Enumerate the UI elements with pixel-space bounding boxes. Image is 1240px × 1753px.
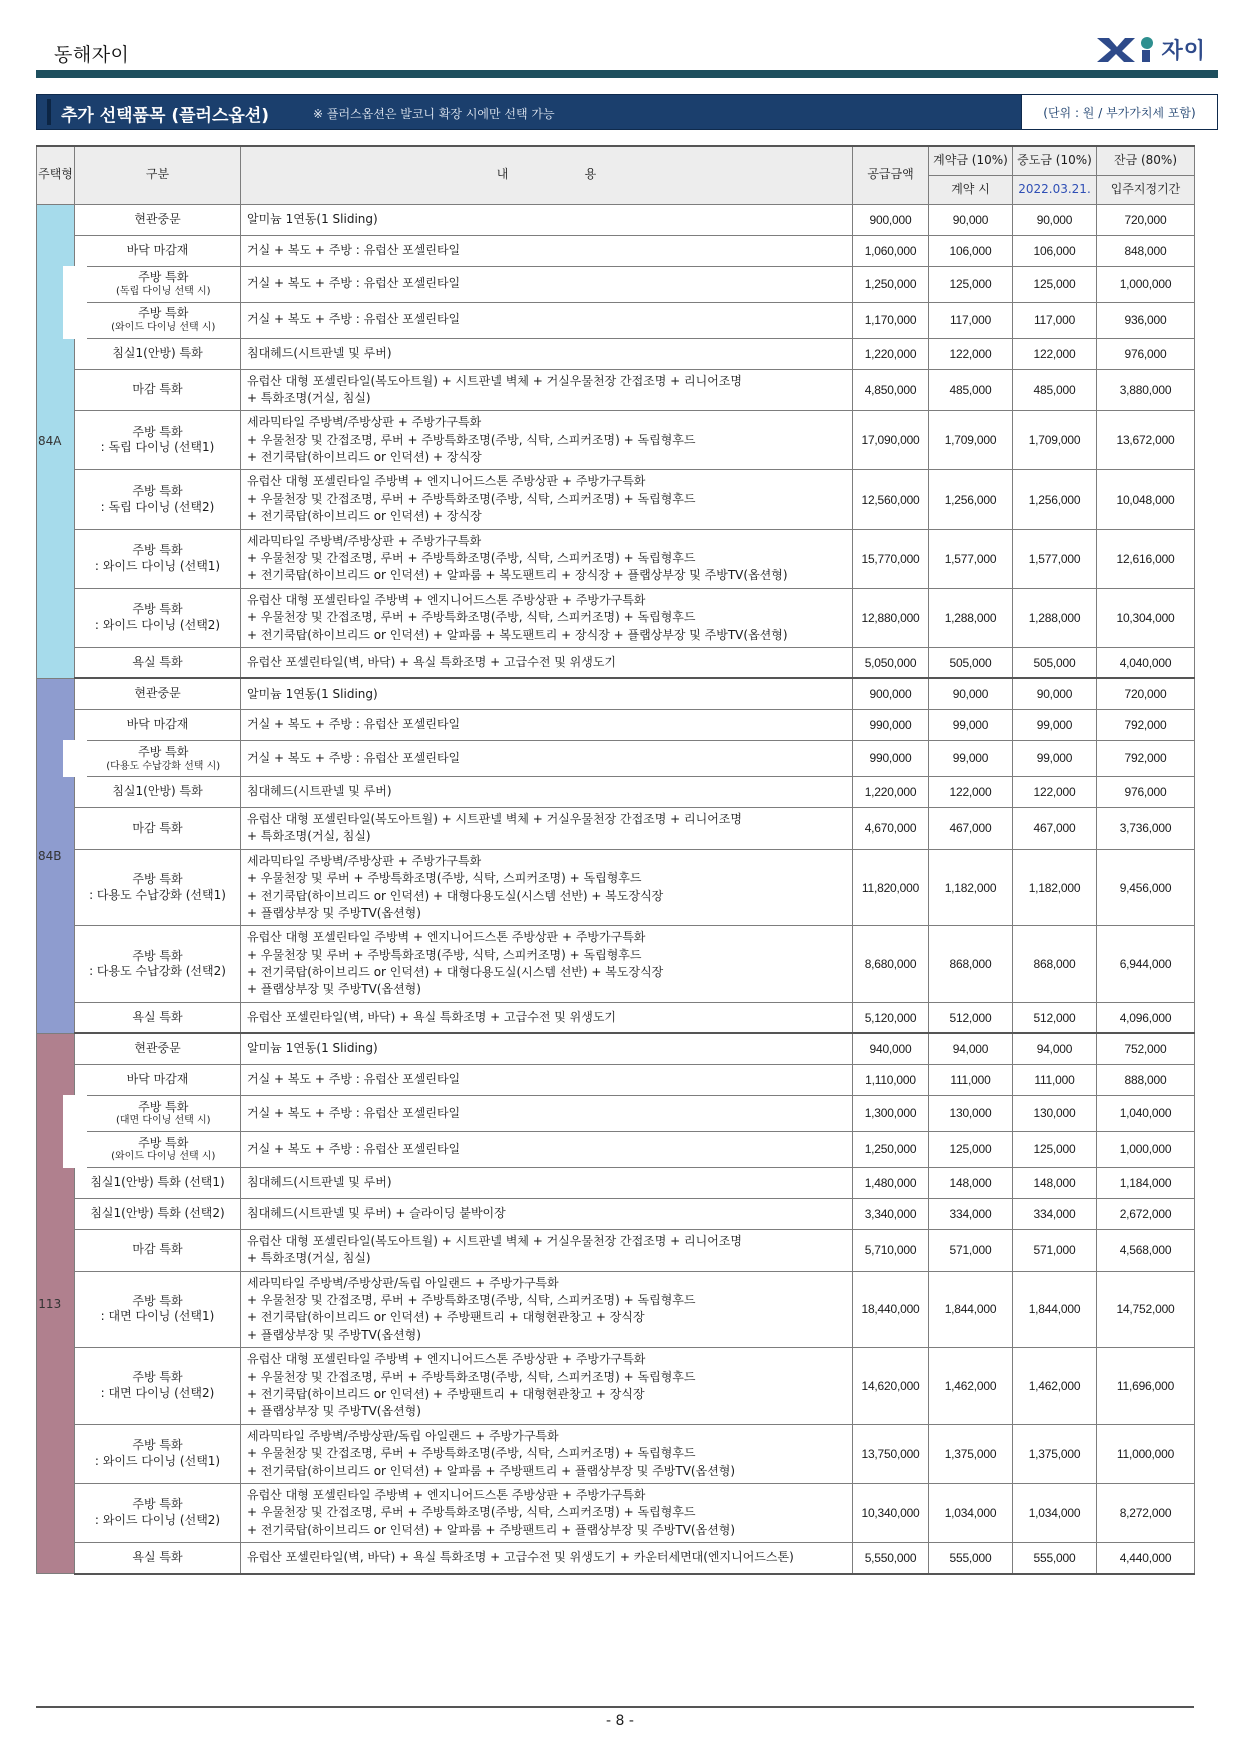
deposit-cell: 90,000 xyxy=(929,678,1013,709)
interim-cell: 125,000 xyxy=(1013,266,1097,302)
interim-cell: 90,000 xyxy=(1013,678,1097,709)
balance-cell: 8,272,000 xyxy=(1097,1483,1195,1542)
category-label: 주방 특화 xyxy=(138,1135,189,1150)
description-cell: 유럽산 대형 포셀린타일 주방벽 + 엔지니어드스톤 주방상판 + 주방가구특화 + 우물천장 및 간접조명, 루버 + 주방특화조명(주방, 식탁, 스피커조명) + 독립형후드 + 전기쿡탑(하이브리드 or 인덕션) + 장식장 xyxy=(241,470,853,529)
description-cell: 유럽산 포셀린타일(벽, 바닥) + 욕실 특화조명 + 고급수전 및 위생도기 xyxy=(241,647,853,678)
category-cell xyxy=(75,1229,241,1271)
category-cell xyxy=(75,302,241,338)
description-cell: 거실 + 복도 + 주방 : 유럽산 포셀린타일 xyxy=(241,740,853,776)
category-label: 주방 특화 : 독립 다이닝 (선택2) xyxy=(100,483,215,514)
description-cell: 알미늄 1연동(1 Sliding) xyxy=(241,1033,853,1064)
table-row xyxy=(37,678,1195,709)
category-cell xyxy=(75,1424,241,1483)
price-cell: 4,670,000 xyxy=(853,807,929,849)
interim-cell: 1,375,000 xyxy=(1013,1424,1097,1483)
price-cell: 11,820,000 xyxy=(853,849,929,926)
interim-cell: 1,462,000 xyxy=(1013,1348,1097,1425)
deposit-cell: 130,000 xyxy=(929,1095,1013,1131)
category-label: 침실1(안방) 특화 xyxy=(112,784,203,799)
description-cell: 세라믹타일 주방벽/주방상판 + 주방가구특화 + 우물천장 및 간접조명, 루버 + 주방특화조명(주방, 식탁, 스피커조명) + 독립형후드 + 전기쿡탑(하이브리드 or 인덕션) + 알파룸 + 복도팬트리 + 장식장 + 플랩상부장 및 주방TV(옵션형) xyxy=(241,529,853,588)
category-cell xyxy=(75,926,241,1003)
category-cell xyxy=(75,678,241,709)
price-cell: 5,120,000 xyxy=(853,1002,929,1033)
table-row xyxy=(37,1198,1195,1229)
category-cell xyxy=(75,529,241,588)
price-cell: 1,220,000 xyxy=(853,338,929,369)
interim-cell: 94,000 xyxy=(1013,1033,1097,1064)
category-label: 주방 특화 : 와이드 다이닝 (선택2) xyxy=(94,1497,221,1528)
interim-cell: 334,000 xyxy=(1013,1198,1097,1229)
price-cell: 5,050,000 xyxy=(853,647,929,678)
category-label: 주방 특화 xyxy=(138,744,189,759)
header-balance-when: 입주지정기간 xyxy=(1097,175,1195,204)
description-cell: 유럽산 대형 포셀린타일(복도아트월) + 시트판넬 벽체 + 거실우물천장 간접조명 + 리니어조명 + 특화조명(거실, 침실) xyxy=(241,1229,853,1271)
description-cell: 세라믹타일 주방벽/주방상판/독립 아일랜드 + 주방가구특화 + 우물천장 및 간접조명, 루버 + 주방특화조명(주방, 식탁, 스피커조명) + 독립형후드 + 전기쿡탑(하이브리드 or 인덕션) + 주방팬트리 + 대형현관창고 + 장식장 + 플랩상부장 및 주방TV(옵션형) xyxy=(241,1271,853,1348)
price-cell: 900,000 xyxy=(853,204,929,235)
category-cell xyxy=(75,1095,241,1131)
table-row xyxy=(37,235,1195,266)
description-cell: 알미늄 1연동(1 Sliding) xyxy=(241,204,853,235)
table-row xyxy=(37,588,1195,647)
description-cell: 침대헤드(시트판넬 및 루버) + 슬라이딩 붙박이장 xyxy=(241,1198,853,1229)
deposit-cell: 505,000 xyxy=(929,647,1013,678)
description-cell: 세라믹타일 주방벽/주방상판 + 주방가구특화 + 우물천장 및 간접조명, 루버 + 주방특화조명(주방, 식탁, 스피커조명) + 독립형후드 + 전기쿡탑(하이브리드 or 인덕션) + 장식장 xyxy=(241,411,853,470)
description-cell: 유럽산 포셀린타일(벽, 바닥) + 욕실 특화조명 + 고급수전 및 위생도기 + 카운터세면대(엔지니어드스톤) xyxy=(241,1543,853,1574)
interim-cell: 99,000 xyxy=(1013,740,1097,776)
table-row xyxy=(37,1543,1195,1574)
table-row xyxy=(37,1229,1195,1271)
category-cell xyxy=(75,1131,241,1167)
price-cell: 10,340,000 xyxy=(853,1483,929,1542)
description-cell: 유럽산 대형 포셀린타일 주방벽 + 엔지니어드스톤 주방상판 + 주방가구특화 + 우물천장 및 루버 + 주방특화조명(주방, 식탁, 스피커조명) + 독립형후드 + 전기쿡탑(하이브리드 or 인덕션) + 대형다용도실(시스템 선반) + 복도장식장 + 플랩상부장 및 주방TV(옵션형) xyxy=(241,926,853,1003)
interim-cell: 1,256,000 xyxy=(1013,470,1097,529)
price-cell: 14,620,000 xyxy=(853,1348,929,1425)
balance-cell: 1,000,000 xyxy=(1097,266,1195,302)
deposit-cell: 99,000 xyxy=(929,709,1013,740)
interim-cell: 1,288,000 xyxy=(1013,588,1097,647)
balance-cell: 976,000 xyxy=(1097,776,1195,807)
table-row xyxy=(37,1424,1195,1483)
category-cell xyxy=(75,235,241,266)
interim-cell: 111,000 xyxy=(1013,1064,1097,1095)
category-label: 바닥 마감재 xyxy=(126,242,189,257)
table-row xyxy=(37,1095,1195,1131)
price-cell: 17,090,000 xyxy=(853,411,929,470)
header-rule xyxy=(36,70,1218,78)
deposit-cell: 125,000 xyxy=(929,266,1013,302)
price-cell: 1,250,000 xyxy=(853,266,929,302)
page-number: - 8 - xyxy=(606,1713,634,1729)
header-price: 공급금액 xyxy=(853,146,929,204)
table-row xyxy=(37,266,1195,302)
interim-cell: 1,844,000 xyxy=(1013,1271,1097,1348)
header-deposit-when: 계약 시 xyxy=(929,175,1013,204)
description-cell: 거실 + 복도 + 주방 : 유럽산 포셀린타일 xyxy=(241,1095,853,1131)
category-cell xyxy=(75,1543,241,1574)
unit-type-cell: 84B xyxy=(37,678,75,1033)
table-row xyxy=(37,529,1195,588)
table-row xyxy=(37,204,1195,235)
interim-cell: 125,000 xyxy=(1013,1131,1097,1167)
category-cell xyxy=(75,1348,241,1425)
description-cell: 세라믹타일 주방벽/주방상판 + 주방가구특화 + 우물천장 및 루버 + 주방특화조명(주방, 식탁, 스피커조명) + 독립형후드 + 전기쿡탑(하이브리드 or 인덕션) + 대형다용도실(시스템 선반) + 복도장식장 + 플랩상부장 및 주방TV(옵션형) xyxy=(241,849,853,926)
table-row xyxy=(37,1002,1195,1033)
deposit-cell: 571,000 xyxy=(929,1229,1013,1271)
unit-type-cell: 84A xyxy=(37,204,75,678)
table-row xyxy=(37,926,1195,1003)
description-cell: 거실 + 복도 + 주방 : 유럽산 포셀린타일 xyxy=(241,709,853,740)
interim-cell: 99,000 xyxy=(1013,709,1097,740)
price-cell: 990,000 xyxy=(853,740,929,776)
description-cell: 침대헤드(시트판넬 및 루버) xyxy=(241,338,853,369)
interim-cell: 467,000 xyxy=(1013,807,1097,849)
category-label: 바닥 마감재 xyxy=(126,1072,189,1087)
category-cell xyxy=(75,1198,241,1229)
interim-cell: 1,577,000 xyxy=(1013,529,1097,588)
balance-cell: 720,000 xyxy=(1097,678,1195,709)
category-cell xyxy=(75,1002,241,1033)
interim-cell: 90,000 xyxy=(1013,204,1097,235)
price-cell: 940,000 xyxy=(853,1033,929,1064)
balance-cell: 720,000 xyxy=(1097,204,1195,235)
table-row xyxy=(37,807,1195,849)
description-cell: 거실 + 복도 + 주방 : 유럽산 포셀린타일 xyxy=(241,1064,853,1095)
interim-cell: 122,000 xyxy=(1013,776,1097,807)
interim-cell: 1,182,000 xyxy=(1013,849,1097,926)
deposit-cell: 94,000 xyxy=(929,1033,1013,1064)
header-category: 구분 xyxy=(75,146,241,204)
interim-cell: 512,000 xyxy=(1013,1002,1097,1033)
description-cell: 유럽산 대형 포셀린타일 주방벽 + 엔지니어드스톤 주방상판 + 주방가구특화 + 우물천장 및 간접조명, 루버 + 주방특화조명(주방, 식탁, 스피커조명) + 독립형후드 + 전기쿡탑(하이브리드 or 인덕션) + 알파룸 + 복도팬트리 + 장식장 + 플랩상부장 및 주방TV(옵션형) xyxy=(241,588,853,647)
category-cell xyxy=(75,204,241,235)
price-cell: 18,440,000 xyxy=(853,1271,929,1348)
category-label: 욕실 특화 xyxy=(132,1009,183,1024)
price-cell: 1,060,000 xyxy=(853,235,929,266)
category-cell xyxy=(75,1033,241,1064)
description-cell: 침대헤드(시트판넬 및 루버) xyxy=(241,1167,853,1198)
description-cell: 거실 + 복도 + 주방 : 유럽산 포셀린타일 xyxy=(241,235,853,266)
table-row xyxy=(37,1131,1195,1167)
interim-cell: 1,709,000 xyxy=(1013,411,1097,470)
category-label: 욕실 특화 xyxy=(132,1550,183,1565)
interim-cell: 868,000 xyxy=(1013,926,1097,1003)
balance-cell: 3,880,000 xyxy=(1097,369,1195,411)
table-row xyxy=(37,369,1195,411)
interim-cell: 106,000 xyxy=(1013,235,1097,266)
category-cell xyxy=(75,266,241,302)
table-body xyxy=(37,204,1195,1574)
deposit-cell: 148,000 xyxy=(929,1167,1013,1198)
category-cell xyxy=(75,1483,241,1542)
price-cell: 12,560,000 xyxy=(853,470,929,529)
category-cell xyxy=(75,807,241,849)
price-cell: 4,850,000 xyxy=(853,369,929,411)
balance-cell: 752,000 xyxy=(1097,1033,1195,1064)
table-row xyxy=(37,302,1195,338)
deposit-cell: 90,000 xyxy=(929,204,1013,235)
description-cell: 세라믹타일 주방벽/주방상판/독립 아일랜드 + 주방가구특화 + 우물천장 및 간접조명, 루버 + 주방특화조명(주방, 식탁, 스피커조명) + 독립형후드 + 전기쿡탑(하이브리드 or 인덕션) + 알파룸 + 주방팬트리 + 플랩상부장 및 주방TV(옵션형) xyxy=(241,1424,853,1483)
category-label: 마감 특화 xyxy=(132,820,183,835)
balance-cell: 1,184,000 xyxy=(1097,1167,1195,1198)
price-cell: 15,770,000 xyxy=(853,529,929,588)
category-condition: (대면 다이닝 선택 시) xyxy=(115,1115,211,1127)
header-deposit: 계약금 (10%) xyxy=(929,146,1013,175)
category-cell xyxy=(75,588,241,647)
deposit-cell: 334,000 xyxy=(929,1198,1013,1229)
category-cell xyxy=(75,709,241,740)
category-label: 주방 특화 : 와이드 다이닝 (선택1) xyxy=(94,543,221,573)
price-cell: 1,220,000 xyxy=(853,776,929,807)
balance-cell: 1,000,000 xyxy=(1097,1131,1195,1167)
category-label: 주방 특화 : 다용도 수납강화 (선택1) xyxy=(89,871,226,902)
category-cell xyxy=(75,338,241,369)
description-cell: 거실 + 복도 + 주방 : 유럽산 포셀린타일 xyxy=(241,302,853,338)
deposit-cell: 1,709,000 xyxy=(929,411,1013,470)
table-row xyxy=(37,1167,1195,1198)
balance-cell: 11,000,000 xyxy=(1097,1424,1195,1483)
interim-cell: 130,000 xyxy=(1013,1095,1097,1131)
interim-cell: 1,034,000 xyxy=(1013,1483,1097,1542)
balance-cell: 11,696,000 xyxy=(1097,1348,1195,1425)
option-price-table xyxy=(36,145,1195,1575)
header-interim-date: 2022.03.21. xyxy=(1013,175,1097,204)
category-label: 침실1(안방) 특화 (선택1) xyxy=(90,1175,225,1190)
section-note: ※ 플러스옵션은 발코니 확장 시에만 선택 가능 xyxy=(313,107,555,121)
category-condition: (독립 다이닝 선택 시) xyxy=(115,286,211,298)
category-label: 욕실 특화 xyxy=(132,654,183,669)
table-row xyxy=(37,1483,1195,1542)
balance-cell: 792,000 xyxy=(1097,709,1195,740)
deposit-cell: 868,000 xyxy=(929,926,1013,1003)
description-cell: 알미늄 1연동(1 Sliding) xyxy=(241,678,853,709)
category-condition: (와이드 다이닝 선택 시) xyxy=(111,1151,216,1163)
balance-cell: 10,048,000 xyxy=(1097,470,1195,529)
price-cell: 3,340,000 xyxy=(853,1198,929,1229)
category-cell xyxy=(75,1167,241,1198)
deposit-cell: 111,000 xyxy=(929,1064,1013,1095)
xi-logo-icon xyxy=(1095,34,1157,64)
balance-cell: 848,000 xyxy=(1097,235,1195,266)
price-cell: 1,480,000 xyxy=(853,1167,929,1198)
table-row xyxy=(37,709,1195,740)
price-cell: 1,170,000 xyxy=(853,302,929,338)
category-label: 주방 특화 : 대면 다이닝 (선택2) xyxy=(100,1370,215,1400)
deposit-cell: 122,000 xyxy=(929,776,1013,807)
category-label: 침실1(안방) 특화 (선택2) xyxy=(90,1206,225,1221)
balance-cell: 3,736,000 xyxy=(1097,807,1195,849)
price-cell: 5,550,000 xyxy=(853,1543,929,1574)
header-interim: 중도금 (10%) xyxy=(1013,146,1097,175)
price-cell: 990,000 xyxy=(853,709,929,740)
deposit-cell: 99,000 xyxy=(929,740,1013,776)
table-row xyxy=(37,740,1195,776)
table-row xyxy=(37,647,1195,678)
table-row xyxy=(37,1033,1195,1064)
deposit-cell: 1,182,000 xyxy=(929,849,1013,926)
balance-cell: 12,616,000 xyxy=(1097,529,1195,588)
deposit-cell: 1,256,000 xyxy=(929,470,1013,529)
header-balance: 잔금 (80%) xyxy=(1097,146,1195,175)
category-cell xyxy=(75,411,241,470)
category-label: 주방 특화 : 독립 다이닝 (선택1) xyxy=(100,424,215,455)
balance-cell: 6,944,000 xyxy=(1097,926,1195,1003)
category-label: 현관중문 xyxy=(134,686,181,701)
deposit-cell: 1,034,000 xyxy=(929,1483,1013,1542)
price-cell: 900,000 xyxy=(853,678,929,709)
balance-cell: 10,304,000 xyxy=(1097,588,1195,647)
category-condition: (와이드 다이닝 선택 시) xyxy=(111,322,216,334)
category-label: 현관중문 xyxy=(134,1041,181,1056)
category-condition: (다용도 수납강화 선택 시) xyxy=(106,760,221,772)
footer-rule xyxy=(36,1706,1194,1708)
interim-cell: 505,000 xyxy=(1013,647,1097,678)
category-label: 마감 특화 xyxy=(132,1242,183,1257)
interim-cell: 122,000 xyxy=(1013,338,1097,369)
table-row xyxy=(37,1064,1195,1095)
category-label: 주방 특화 xyxy=(138,270,189,285)
price-cell: 5,710,000 xyxy=(853,1229,929,1271)
category-cell xyxy=(75,470,241,529)
section-title: 추가 선택품목 (플러스옵션) xyxy=(61,106,270,126)
deposit-cell: 122,000 xyxy=(929,338,1013,369)
section-title-bar xyxy=(36,94,1218,130)
interim-cell: 555,000 xyxy=(1013,1543,1097,1574)
balance-cell: 4,096,000 xyxy=(1097,1002,1195,1033)
balance-cell: 4,040,000 xyxy=(1097,647,1195,678)
description-cell: 유럽산 대형 포셀린타일(복도아트월) + 시트판넬 벽체 + 거실우물천장 간접조명 + 리니어조명 + 특화조명(거실, 침실) xyxy=(241,369,853,411)
deposit-cell: 485,000 xyxy=(929,369,1013,411)
description-cell: 거실 + 복도 + 주방 : 유럽산 포셀린타일 xyxy=(241,1131,853,1167)
interim-cell: 148,000 xyxy=(1013,1167,1097,1198)
page-header xyxy=(36,28,1218,72)
category-label: 주방 특화 xyxy=(138,1099,189,1114)
price-cell: 1,110,000 xyxy=(853,1064,929,1095)
table-row xyxy=(37,470,1195,529)
balance-cell: 792,000 xyxy=(1097,740,1195,776)
category-label: 침실1(안방) 특화 xyxy=(112,345,203,360)
logo-text: 자이 xyxy=(1161,38,1206,64)
table-row xyxy=(37,1348,1195,1425)
balance-cell: 4,440,000 xyxy=(1097,1543,1195,1574)
category-label: 마감 특화 xyxy=(132,382,183,397)
deposit-cell: 1,375,000 xyxy=(929,1424,1013,1483)
price-cell: 1,300,000 xyxy=(853,1095,929,1131)
balance-cell: 4,568,000 xyxy=(1097,1229,1195,1271)
description-cell: 거실 + 복도 + 주방 : 유럽산 포셀린타일 xyxy=(241,266,853,302)
category-label: 현관중문 xyxy=(134,211,181,226)
header-content: 내 용 xyxy=(241,146,853,204)
description-cell: 유럽산 대형 포셀린타일(복도아트월) + 시트판넬 벽체 + 거실우물천장 간접조명 + 리니어조명 + 특화조명(거실, 침실) xyxy=(241,807,853,849)
title-accent xyxy=(47,99,51,125)
interim-cell: 485,000 xyxy=(1013,369,1097,411)
category-label: 바닥 마감재 xyxy=(126,717,189,732)
balance-cell: 2,672,000 xyxy=(1097,1198,1195,1229)
xi-logo xyxy=(1095,32,1206,66)
category-label: 주방 특화 : 와이드 다이닝 (선택2) xyxy=(94,602,221,632)
table-row xyxy=(37,338,1195,369)
table-row xyxy=(37,849,1195,926)
category-cell xyxy=(75,647,241,678)
header-type: 주택형 xyxy=(37,146,75,204)
category-cell xyxy=(75,776,241,807)
price-cell: 1,250,000 xyxy=(853,1131,929,1167)
balance-cell: 9,456,000 xyxy=(1097,849,1195,926)
deposit-cell: 467,000 xyxy=(929,807,1013,849)
category-label: 주방 특화 : 다용도 수납강화 (선택2) xyxy=(89,948,226,979)
category-cell xyxy=(75,1271,241,1348)
category-cell xyxy=(75,369,241,411)
balance-cell: 14,752,000 xyxy=(1097,1271,1195,1348)
description-cell: 유럽산 대형 포셀린타일 주방벽 + 엔지니어드스톤 주방상판 + 주방가구특화 + 우물천장 및 간접조명, 루버 + 주방특화조명(주방, 식탁, 스피커조명) + 독립형후드 + 전기쿡탑(하이브리드 or 인덕션) + 알파룸 + 주방팬트리 + 플랩상부장 및 주방TV(옵션형) xyxy=(241,1483,853,1542)
description-cell: 침대헤드(시트판넬 및 루버) xyxy=(241,776,853,807)
category-label: 주방 특화 : 대면 다이닝 (선택1) xyxy=(100,1293,215,1324)
category-label: 주방 특화 xyxy=(138,306,189,321)
deposit-cell: 106,000 xyxy=(929,235,1013,266)
deposit-cell: 117,000 xyxy=(929,302,1013,338)
deposit-cell: 555,000 xyxy=(929,1543,1013,1574)
description-cell: 유럽산 대형 포셀린타일 주방벽 + 엔지니어드스톤 주방상판 + 주방가구특화 + 우물천장 및 간접조명, 루버 + 주방특화조명(주방, 식탁, 스피커조명) + 독립형후드 + 전기쿡탑(하이브리드 or 인덕션) + 주방팬트리 + 대형현관창고 + 장식장 + 플랩상부장 및 주방TV(옵션형) xyxy=(241,1348,853,1425)
deposit-cell: 125,000 xyxy=(929,1131,1013,1167)
interim-cell: 571,000 xyxy=(1013,1229,1097,1271)
balance-cell: 936,000 xyxy=(1097,302,1195,338)
category-cell xyxy=(75,740,241,776)
table-row xyxy=(37,411,1195,470)
deposit-cell: 1,288,000 xyxy=(929,588,1013,647)
balance-cell: 13,672,000 xyxy=(1097,411,1195,470)
table-row xyxy=(37,1271,1195,1348)
deposit-cell: 512,000 xyxy=(929,1002,1013,1033)
category-cell xyxy=(75,849,241,926)
table-row xyxy=(37,776,1195,807)
balance-cell: 976,000 xyxy=(1097,338,1195,369)
description-cell: 유럽산 포셀린타일(벽, 바닥) + 욕실 특화조명 + 고급수전 및 위생도기 xyxy=(241,1002,853,1033)
interim-cell: 117,000 xyxy=(1013,302,1097,338)
category-cell xyxy=(75,1064,241,1095)
price-cell: 8,680,000 xyxy=(853,926,929,1003)
deposit-cell: 1,462,000 xyxy=(929,1348,1013,1425)
price-cell: 12,880,000 xyxy=(853,588,929,647)
balance-cell: 1,040,000 xyxy=(1097,1095,1195,1131)
unit-note: (단위 : 원 / 부가가치세 포함) xyxy=(1021,95,1217,129)
deposit-cell: 1,844,000 xyxy=(929,1271,1013,1348)
balance-cell: 888,000 xyxy=(1097,1064,1195,1095)
site-name: 동해자이 xyxy=(54,44,130,66)
unit-type-cell: 113 xyxy=(37,1033,75,1573)
deposit-cell: 1,577,000 xyxy=(929,529,1013,588)
price-cell: 13,750,000 xyxy=(853,1424,929,1483)
category-label: 주방 특화 : 와이드 다이닝 (선택1) xyxy=(94,1438,221,1468)
